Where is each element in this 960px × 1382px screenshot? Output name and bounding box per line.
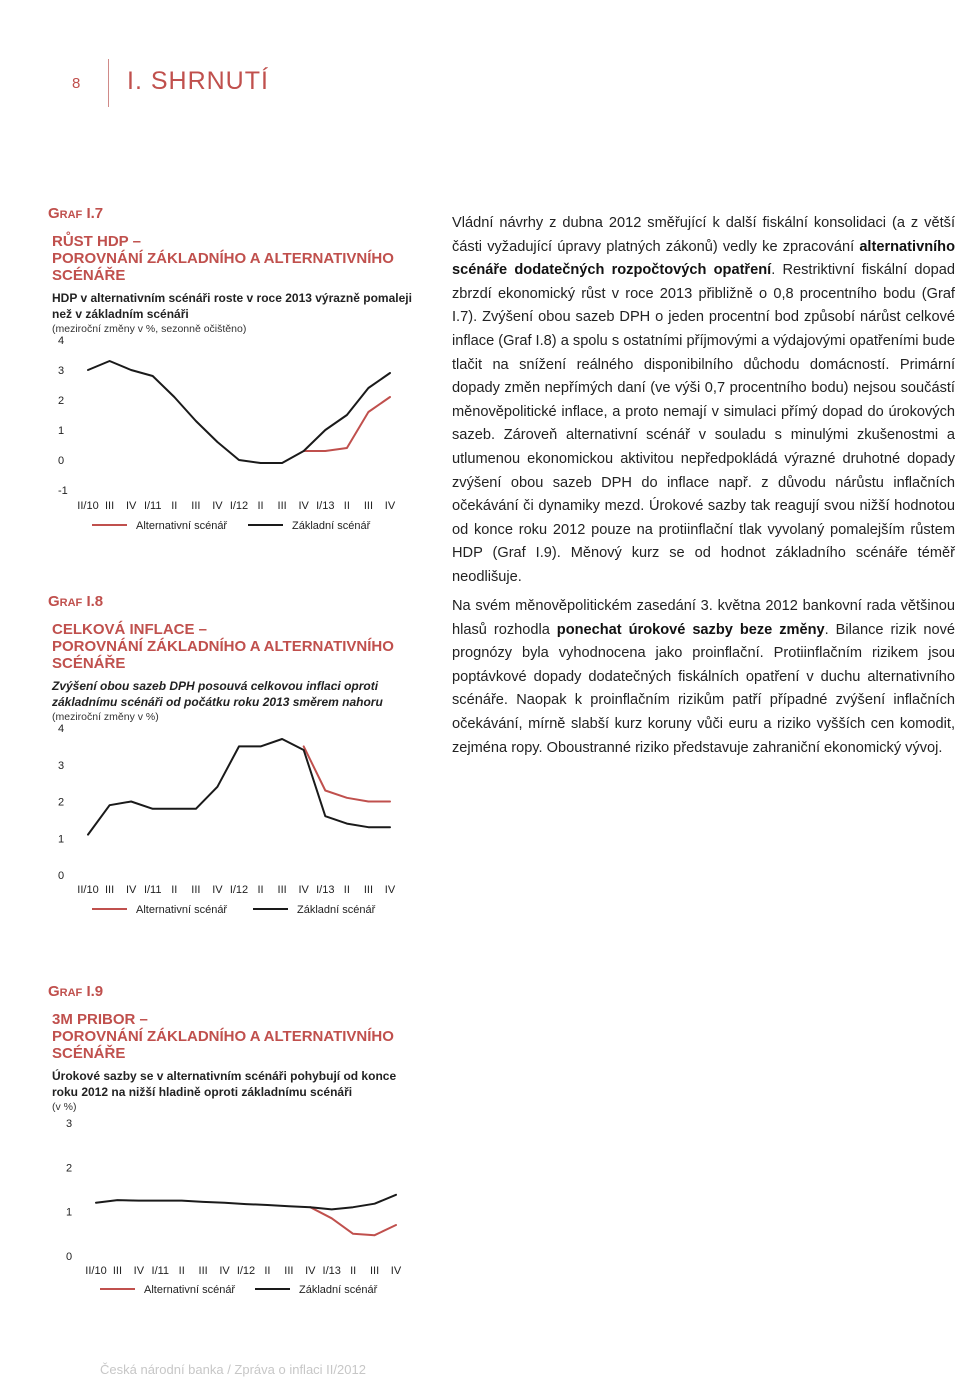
series-line-baseline	[88, 739, 390, 835]
x-tick-label: II	[171, 500, 178, 512]
graph-unit: (v %)	[52, 1101, 77, 1113]
header-divider	[108, 59, 109, 107]
x-tick-label: III	[191, 884, 201, 896]
series-line-baseline	[96, 1195, 396, 1210]
graph-description: Zvýšení obou sazeb DPH posouvá celkovou inflaci oproti základnímu scénáři od počátku roku 2013 směrem nahoru	[52, 679, 383, 709]
body-text-column	[452, 212, 955, 590]
series-line-alternative	[310, 1207, 396, 1235]
graph-title-line2: POROVNÁNÍ ZÁKLADNÍHO A ALTERNATIVNÍHO SCÉNÁŘE	[52, 638, 394, 672]
paragraph-bank-board	[452, 595, 955, 760]
x-tick-label: II	[343, 884, 350, 896]
graph-i7	[48, 205, 420, 532]
x-tick-label: IV	[305, 1265, 316, 1277]
y-tick-label: 3	[58, 759, 65, 772]
x-tick-label: I/13	[316, 500, 335, 512]
x-tick-label: III	[104, 884, 115, 896]
paragraph-fiscal	[452, 212, 955, 590]
x-tick-label: I/13	[322, 1265, 341, 1277]
series-line-alternative	[304, 397, 390, 451]
x-tick-label: II	[264, 1265, 271, 1277]
graph-unit: (meziroční změny v %, sezonně očištěno)	[52, 323, 247, 335]
page-number: 8	[72, 75, 81, 92]
chart-pribor	[48, 1101, 420, 1321]
x-tick-label: IV	[384, 500, 396, 512]
x-tick-label: III	[104, 500, 115, 512]
x-tick-label: III	[363, 884, 374, 896]
body-text-run: Na svém měnověpolitickém zasedání 3. května 2012 bankovní rada většinou hlasů rozhodla	[452, 598, 955, 638]
x-tick-label: III	[363, 500, 374, 512]
graph-title-line2: POROVNÁNÍ ZÁKLADNÍHO A ALTERNATIVNÍHO SCÉNÁŘE	[52, 250, 394, 284]
x-tick-label: II/10	[77, 500, 99, 512]
x-tick-label: IV	[125, 500, 137, 512]
x-tick-label: I/12	[229, 500, 249, 512]
x-tick-label: IV	[298, 884, 309, 896]
x-tick-label: III	[369, 1265, 380, 1277]
graph-description: HDP v alternativním scénáři roste v roce 2013 výrazně pomaleji než v základním scénáři	[52, 291, 412, 321]
x-tick-label: II/10	[85, 1265, 107, 1277]
body-text-column-2	[452, 595, 955, 760]
x-tick-label: III	[191, 500, 201, 512]
graph-title-line1: CELKOVÁ INFLACE –	[52, 621, 208, 638]
x-tick-label: II	[171, 884, 178, 896]
graph-title-line1: 3M PRIBOR –	[52, 1011, 148, 1028]
y-tick-label: 1	[58, 425, 65, 437]
x-tick-label: IV	[384, 884, 396, 896]
legend-label-baseline: Základní scénář	[297, 904, 376, 916]
x-tick-label: III	[277, 884, 287, 896]
x-tick-label: II	[350, 1265, 357, 1277]
y-tick-label: 2	[58, 395, 65, 407]
graph-title	[52, 233, 420, 284]
y-tick-label: 1	[66, 1206, 73, 1219]
graph-title-line1: RŮST HDP –	[52, 233, 141, 250]
x-tick-label: II	[257, 500, 264, 512]
x-tick-label: III	[277, 500, 287, 512]
graph-i8	[48, 593, 420, 916]
graph-label: Graf I.9	[48, 983, 104, 1000]
y-tick-label: 0	[66, 1251, 73, 1263]
y-tick-label: 2	[66, 1162, 73, 1175]
y-tick-label: 3	[66, 1118, 73, 1130]
legend-label-alternative: Alternativní scénář	[136, 904, 228, 916]
emphasis-text: ponechat úrokové sazby beze změny	[556, 621, 825, 638]
graph-title	[52, 1011, 420, 1062]
legend-label-alternative: Alternativní scénář	[136, 520, 228, 532]
graph-title-line2: POROVNÁNÍ ZÁKLADNÍHO A ALTERNATIVNÍHO SCÉNÁŘE	[52, 1028, 394, 1062]
graph-unit: (meziroční změny v %)	[52, 711, 159, 723]
y-tick-label: 1	[58, 833, 65, 846]
y-tick-label: -1	[58, 485, 68, 497]
x-tick-label: IV	[133, 1265, 145, 1277]
graph-title	[52, 621, 420, 672]
x-tick-label: II	[178, 1265, 185, 1277]
x-tick-label: III	[112, 1265, 123, 1277]
x-tick-label: I/12	[236, 1265, 256, 1277]
chart-gdp	[48, 320, 420, 545]
x-tick-label: I/13	[316, 884, 335, 896]
legend-label-alternative: Alternativní scénář	[144, 1284, 236, 1296]
emphasis-text: alternativního scénáře dodatečných rozpočtových opatření	[452, 238, 955, 279]
y-tick-label: 0	[58, 870, 65, 882]
x-tick-label: II	[257, 884, 264, 896]
legend-label-baseline: Základní scénář	[292, 520, 371, 532]
page-header	[0, 55, 960, 115]
x-tick-label: III	[284, 1265, 294, 1277]
section-title: I. SHRNUTÍ	[127, 67, 269, 95]
footer: Česká národní banka / Zpráva o inflaci II/2012	[100, 1362, 366, 1377]
x-tick-label: I/11	[151, 1265, 170, 1277]
x-tick-label: IV	[212, 500, 223, 512]
x-tick-label: III	[198, 1265, 208, 1277]
y-tick-label: 4	[58, 335, 65, 347]
chart-inflation	[48, 708, 420, 933]
y-tick-label: 2	[58, 796, 65, 809]
graph-label: Graf I.8	[48, 593, 104, 610]
x-tick-label: IV	[298, 500, 309, 512]
y-tick-label: 0	[58, 455, 65, 467]
body-text-run: . Bilance rizik nové prognózy byla vyhodnocena jako proinflační. Protiinflačním rizikem jsou poptávkové dopady dodatečných fiskálních opatření v duchu alternativního scénáře. Naopak k proinflačním rizikům patří případné zvýšení inflačních očekávání, mírně slabší kurz koruny vůči euru a riziko vyšších cen komodit, zejména ropy. Oboustranné riziko představuje zahraniční ekonomický vývoj.	[452, 621, 955, 756]
x-tick-label: IV	[219, 1265, 230, 1277]
x-tick-label: I/11	[143, 500, 162, 512]
x-tick-label: IV	[390, 1265, 402, 1277]
x-tick-label: IV	[125, 884, 137, 896]
x-tick-label: II/10	[77, 884, 99, 896]
graph-description: Úrokové sazby se v alternativním scénáři pohybují od konce roku 2012 na nižší hladině oproti základnímu scénáři	[52, 1069, 397, 1099]
legend-label-baseline: Základní scénář	[299, 1284, 378, 1296]
x-tick-label: I/12	[229, 884, 249, 896]
graph-i9	[48, 983, 420, 1296]
graph-label: Graf I.7	[48, 205, 104, 222]
series-line-alternative	[304, 746, 390, 801]
body-text-run: Vládní návrhy z dubna 2012 směřující k další fiskální konsolidaci (a z větší části vyžadující úpravy platných zákonů) vedly ke zpracování	[452, 215, 955, 255]
x-tick-label: IV	[212, 884, 223, 896]
x-tick-label: II	[343, 500, 350, 512]
y-tick-label: 4	[58, 723, 65, 735]
x-tick-label: I/11	[143, 884, 162, 896]
body-text-run: . Restriktivní fiskální dopad zbrzdí ekonomický růst v roce 2013 přibližně o 0,8 procentního bodu (Graf I.7). Zvýšení obou sazeb DPH o jeden procentní bod způsobí nárůst celkové inflace (Graf I.8) a spolu s ostatními příjmovými a výdajovými opatřeními bude tlačit na snížení reálného disponibilního důchodu domácností. Primární dopady změn nepřímých daní (ve výši 0,7 procentního bodu) nejsou součástí měnověpolitické inflace, a proto nemají v simulaci přímý dopad do úrokových sazeb. Zároveň alternativní scénář v souladu s minulými zkušenostmi a utlumenou ekonomickou aktivitou nepředpokládá výrazné druhotné dopady zvýšení obou sazeb DPH do inflace např. z důvodu nárůstu inflačních očekávání či dynamiky mezd. Úrokové sazby tak reagují svou nižší hodnotou od konce roku 2012 pouze na protiinflační tlak vyvolaný pomalejším růstem HDP (Graf I.9). Měnový kurz se od hodnot základního scénáře téměř neodlišuje.	[452, 262, 955, 585]
y-tick-label: 3	[58, 365, 65, 377]
